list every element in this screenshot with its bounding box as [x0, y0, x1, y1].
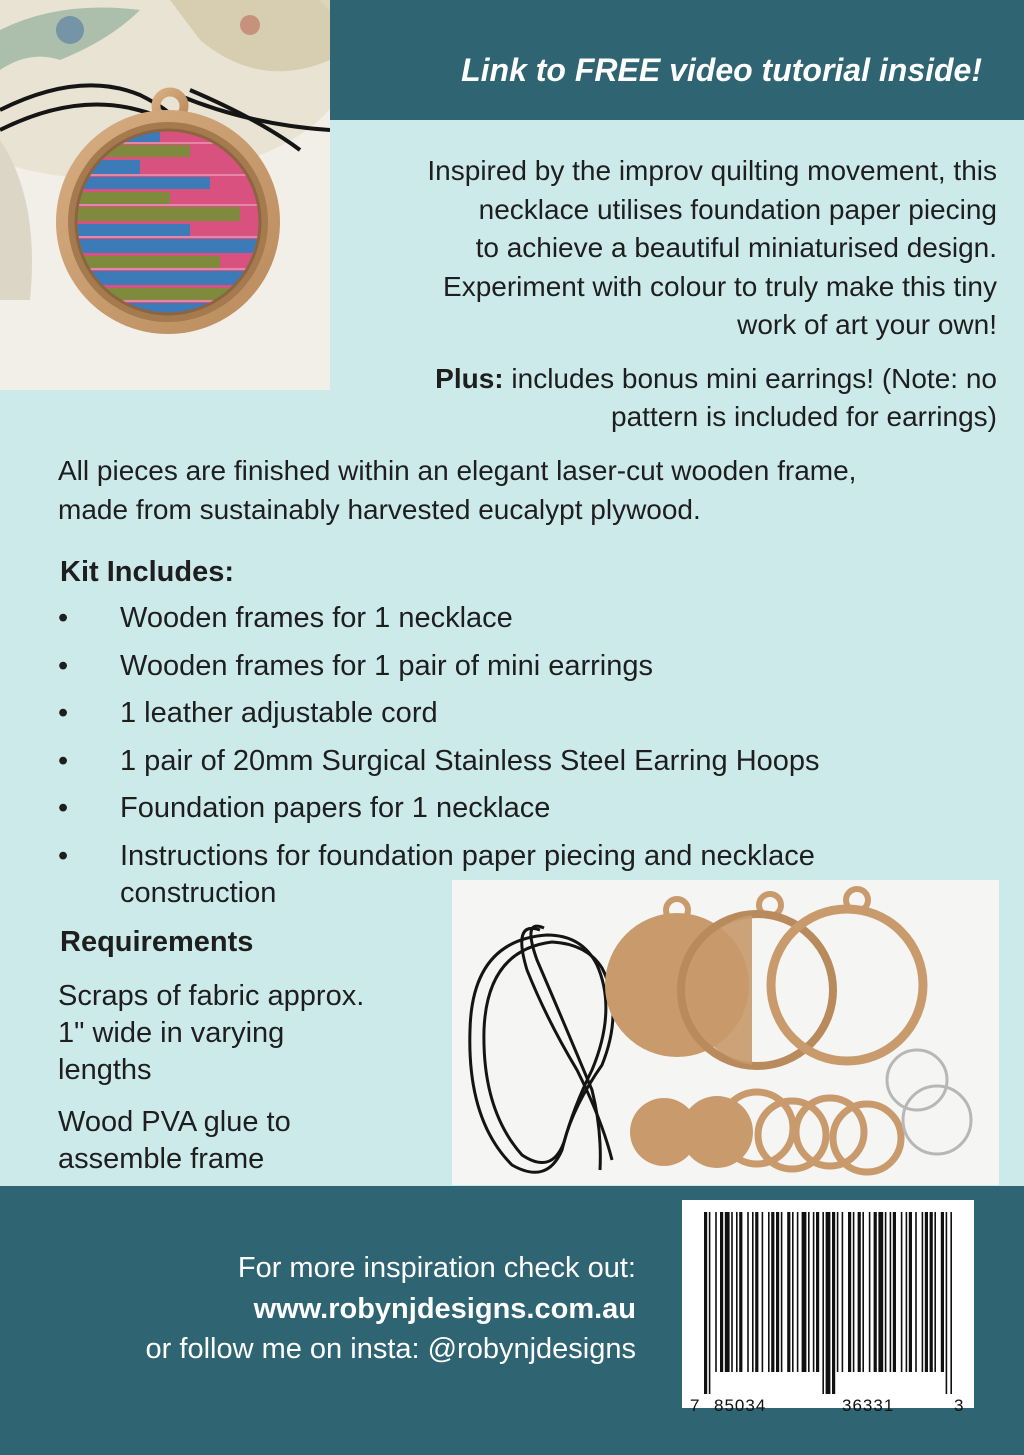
list-item — [58, 790, 958, 827]
barcode-bar — [946, 1212, 948, 1394]
barcode-digit-group-right: 36331 — [842, 1396, 895, 1415]
req-line: lengths — [58, 1054, 152, 1086]
footer-text — [146, 1248, 636, 1370]
kit-item-text-continued: construction — [120, 876, 277, 909]
barcode-bar — [853, 1212, 855, 1372]
barcode-bar — [704, 1212, 707, 1394]
frames-line: made from sustainably harvested eucalypt plywood. — [58, 493, 701, 525]
barcode-bar — [781, 1212, 783, 1372]
kit-item-text: 1 leather adjustable cord — [120, 697, 438, 729]
requirements-heading: Requirements — [60, 926, 254, 958]
list-item — [58, 743, 958, 780]
barcode-bar — [762, 1212, 764, 1372]
barcode-bar — [787, 1212, 790, 1372]
barcode-bar — [739, 1212, 742, 1372]
intro-line: Inspired by the improv quilting movement, this — [427, 155, 997, 186]
intro-line: Experiment with colour to truly make this tiny — [443, 270, 997, 302]
barcode-bar — [822, 1212, 824, 1394]
frames-paragraph — [58, 452, 998, 529]
list-item — [58, 648, 958, 685]
bullet: • — [58, 602, 69, 634]
kit-item-text: Wooden frames for 1 pair of mini earrings — [120, 649, 653, 682]
requirement-glue — [58, 1104, 438, 1178]
bullet: • — [58, 697, 69, 729]
barcode-bar — [755, 1212, 758, 1372]
barcode-bar — [869, 1212, 871, 1372]
barcode-bar — [837, 1212, 839, 1372]
barcode-bar — [878, 1212, 883, 1372]
necklace-illustration — [0, 0, 330, 390]
intro-line: necklace utilises foundation paper piecing — [478, 193, 997, 225]
kit-contents-illustration — [452, 880, 999, 1185]
barcode-bar — [901, 1212, 903, 1372]
barcode-bar — [934, 1212, 936, 1372]
requirement-fabric — [58, 978, 438, 1089]
barcode-bar — [768, 1212, 770, 1372]
barcode-bar — [797, 1212, 799, 1372]
barcode-bar — [922, 1212, 924, 1372]
bullet: • — [58, 839, 69, 872]
barcode-bar — [906, 1212, 908, 1372]
req-line: Scraps of fabric approx. — [58, 980, 365, 1012]
barcode-bar — [842, 1212, 844, 1372]
barcode-bar — [715, 1212, 717, 1372]
barcode-bar — [941, 1212, 944, 1372]
intro-line: to achieve a beautiful miniaturised design. — [475, 232, 997, 263]
instagram-line: or follow me on insta: @robynjdesigns — [145, 1333, 636, 1365]
barcode-bar — [808, 1212, 810, 1372]
top-banner — [330, 0, 1024, 120]
barcode-bars — [682, 1200, 974, 1408]
barcode-digit-check: 3 — [954, 1396, 964, 1415]
footer-inspiration-line: For more inspiration check out: — [237, 1252, 636, 1284]
website-link[interactable]: www.robynjdesigns.com.au — [253, 1292, 636, 1325]
plus-line: pattern is included for earrings) — [611, 401, 997, 432]
video-tutorial-note: Link to FREE video tutorial inside! — [461, 52, 982, 88]
barcode-bar — [736, 1212, 738, 1372]
intro-line: work of art your own! — [737, 309, 997, 340]
barcode-bar — [802, 1212, 807, 1372]
barcode — [682, 1200, 974, 1415]
list-item — [58, 695, 958, 732]
kit-item-text: Wooden frames for 1 necklace — [120, 602, 513, 634]
barcode-bar — [792, 1212, 794, 1372]
barcode-bar — [848, 1212, 851, 1372]
barcode-bar — [752, 1212, 754, 1372]
intro-paragraph — [317, 152, 997, 345]
barcode-bar — [874, 1212, 877, 1372]
bullet: • — [58, 649, 69, 682]
barcode-bar — [709, 1212, 711, 1394]
barcode-bar — [776, 1212, 779, 1372]
barcode-bar — [826, 1212, 831, 1394]
kit-item-text: Foundation papers for 1 necklace — [120, 792, 551, 824]
barcode-bar — [915, 1212, 917, 1372]
barcode-bar — [832, 1212, 835, 1394]
plus-line: includes bonus mini earrings! (Note: no — [511, 363, 997, 394]
bullet: • — [58, 792, 69, 824]
barcode-bar — [858, 1212, 861, 1372]
barcode-bar — [725, 1212, 730, 1372]
bullet: • — [58, 744, 69, 777]
barcode-bar — [747, 1212, 749, 1372]
barcode-bar — [862, 1212, 864, 1372]
barcode-bar — [893, 1212, 896, 1372]
necklace-photo — [0, 0, 330, 390]
barcode-bar — [950, 1212, 952, 1394]
bonus-paragraph — [317, 360, 997, 436]
frames-line: All pieces are finished within an elegant laser-cut wooden frame, — [58, 455, 857, 486]
barcode-bar — [731, 1212, 733, 1372]
req-line: assemble frame — [58, 1143, 265, 1175]
barcode-bar — [813, 1212, 815, 1372]
barcode-bar — [930, 1212, 933, 1372]
kit-item-text: 1 pair of 20mm Surgical Stainless Steel Earring Hoops — [120, 744, 820, 777]
barcode-bar — [771, 1212, 774, 1372]
barcode-bar — [885, 1212, 887, 1372]
req-line: 1" wide in varying — [58, 1017, 285, 1049]
kit-contents-photo — [452, 880, 999, 1185]
barcode-digit-group-left: 85034 — [714, 1396, 767, 1415]
kit-item-text: Instructions for foundation paper piecing and necklace — [120, 839, 815, 872]
kit-includes-heading: Kit Includes: — [60, 556, 235, 588]
barcode-bar — [909, 1212, 912, 1372]
list-item — [58, 600, 958, 637]
plus-label: Plus: — [435, 363, 504, 394]
barcode-bar — [925, 1212, 928, 1372]
barcode-bar — [890, 1212, 892, 1372]
kit-includes-list — [58, 600, 958, 922]
req-line: Wood PVA glue to — [58, 1106, 291, 1138]
barcode-digit-lead: 7 — [690, 1396, 700, 1415]
barcode-bar — [720, 1212, 723, 1372]
barcode-bar — [816, 1212, 819, 1372]
